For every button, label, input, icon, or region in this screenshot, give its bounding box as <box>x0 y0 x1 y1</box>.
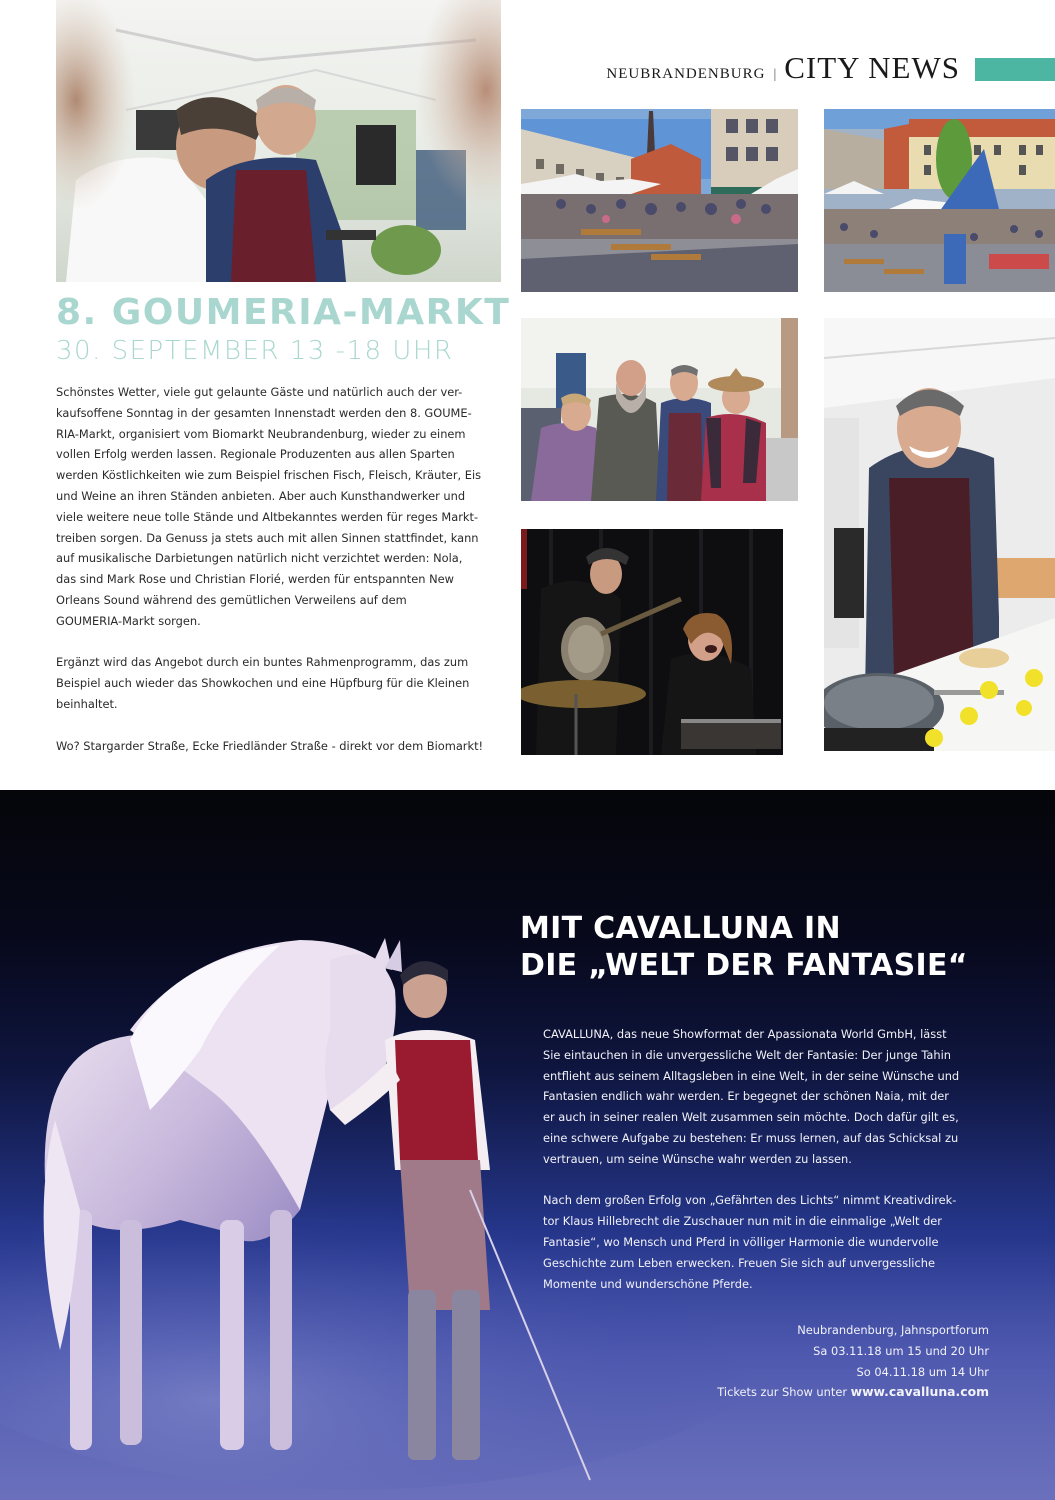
article-subtitle: 30. SEPTEMBER 13 -18 UHR <box>56 336 454 366</box>
photo-group-portrait <box>521 318 798 501</box>
text-line: Wo? Stargarder Straße, Ecke Friedländer Straße - direkt vor dem Biomarkt! <box>56 738 484 753</box>
text-line: Beispiel auch wieder das Showkochen und eine Hüpfburg für die Kleinen <box>56 676 470 691</box>
text-line: Fantasien endlich wahr werden. Er begegnet der schönen Naia, mit der <box>543 1089 949 1104</box>
text-line: und Weine an ihren Ständen anbieten. Aber auch Kunsthandwerker und <box>56 488 466 503</box>
article-location <box>56 736 501 757</box>
cavalluna-title-line-1: MIT CAVALLUNA IN <box>520 911 841 946</box>
text-line: Fantasie“, wo Mensch und Pferd in völliger Harmonie die wundervolle <box>543 1234 939 1249</box>
article-paragraph-1 <box>56 382 501 632</box>
tickets-url-link[interactable]: www.cavalluna.com <box>850 1384 989 1400</box>
text-line: tor Klaus Hillebrecht die Zuschauer nun mit in die einmalige „Welt der <box>543 1214 942 1229</box>
text-line: auf musikalische Darbietungen natürlich nicht verzichtet werden: Nola, <box>56 551 463 566</box>
text-line: werden Köstlichkeiten wie zum Beispiel frischen Fisch, Fleisch, Kräuter, Eis <box>56 468 482 483</box>
photo-show-cooking <box>824 318 1055 751</box>
text-line: er auch in seiner realen Welt zusammen sein möchte. Doch dafür gilt es, <box>543 1110 959 1125</box>
text-line: viele weitere neue tolle Stände und Altbekanntes werden für reges Markt- <box>56 509 479 524</box>
text-line: Nach dem großen Erfolg von „Gefährten des Lichts“ nimmt Kreativdirek- <box>543 1193 957 1208</box>
tickets-line <box>640 1382 989 1403</box>
masthead <box>520 50 960 90</box>
cavalluna-title <box>520 910 968 984</box>
event-date-2: So 04.11.18 um 14 Uhr <box>856 1364 989 1379</box>
text-line: Schönstes Wetter, viele gut gelaunte Gäste und natürlich auch der ver- <box>56 385 463 399</box>
text-line: GOUMERIA-Markt sorgen. <box>56 613 201 628</box>
text-line: Orleans Sound während des gemütlichen Verweilens auf dem <box>56 592 407 607</box>
text-line: beinhaltet. <box>56 696 118 711</box>
photo-market-square-1 <box>521 109 798 292</box>
photo-chefs-cooking <box>56 0 501 282</box>
cavalluna-paragraph-1 <box>543 1024 993 1170</box>
text-line: Geschichte zum Leben erwecken. Freuen Sie sich auf unvergessliche <box>543 1255 935 1270</box>
event-venue: Neubrandenburg, Jahnsportforum <box>797 1323 989 1337</box>
text-line: das sind Mark Rose und Christian Florié, werden für entspannten New <box>56 572 454 587</box>
text-line: vertrauen, um seine Wünsche wahr werden zu lassen. <box>543 1151 852 1166</box>
photo-band-nola <box>521 529 783 755</box>
article-title: 8. GOUMERIA-MARKT <box>56 292 511 333</box>
masthead-separator: | <box>773 67 777 82</box>
text-line: treiben sorgen. Da Genuss ja stets auch mit allen Sinnen stattfindet, kann <box>56 530 479 545</box>
event-date-1: Sa 03.11.18 um 15 und 20 Uhr <box>813 1343 989 1358</box>
text-line: entflieht aus seinem Alltagsleben in eine Welt, in der seine Wünsche und <box>543 1068 960 1083</box>
masthead-section: CITY NEWS <box>784 50 960 85</box>
cavalluna-title-line-2: DIE „WELT DER FANTASIE“ <box>520 948 968 983</box>
text-line: kaufsoffene Sonntag in der gesamten Innenstadt werden den 8. GOUME- <box>56 405 472 420</box>
text-line: RIA-Markt, organisiert vom Biomarkt Neubrandenburg, wieder zu einem <box>56 426 466 441</box>
text-line: Sie eintauchen in die unvergessliche Welt der Fantasie: Der junge Tahin <box>543 1047 951 1062</box>
tickets-prefix: Tickets zur Show unter <box>717 1385 851 1400</box>
text-line: Ergänzt wird das Angebot durch ein buntes Rahmenprogramm, das zum <box>56 655 469 670</box>
cavalluna-paragraph-2 <box>543 1190 993 1294</box>
cavalluna-body <box>543 1024 993 1294</box>
text-line: Momente und wunderschöne Pferde. <box>543 1276 753 1291</box>
text-line: eine schwere Aufgabe zu bestehen: Er muss lernen, auf das Schicksal zu <box>543 1130 959 1145</box>
article-paragraph-2 <box>56 652 501 714</box>
text-line: CAVALLUNA, das neue Showformat der Apassionata World GmbH, lässt <box>543 1027 947 1041</box>
accent-bar <box>975 58 1055 81</box>
masthead-city: NEUBRANDENBURG <box>606 66 766 82</box>
text-line: vollen Erfolg werden lassen. Regionale Produzenten aus allen Sparten <box>56 447 455 462</box>
cavalluna-event-info <box>640 1320 989 1403</box>
article-body <box>56 382 501 777</box>
photo-market-square-2 <box>824 109 1055 292</box>
